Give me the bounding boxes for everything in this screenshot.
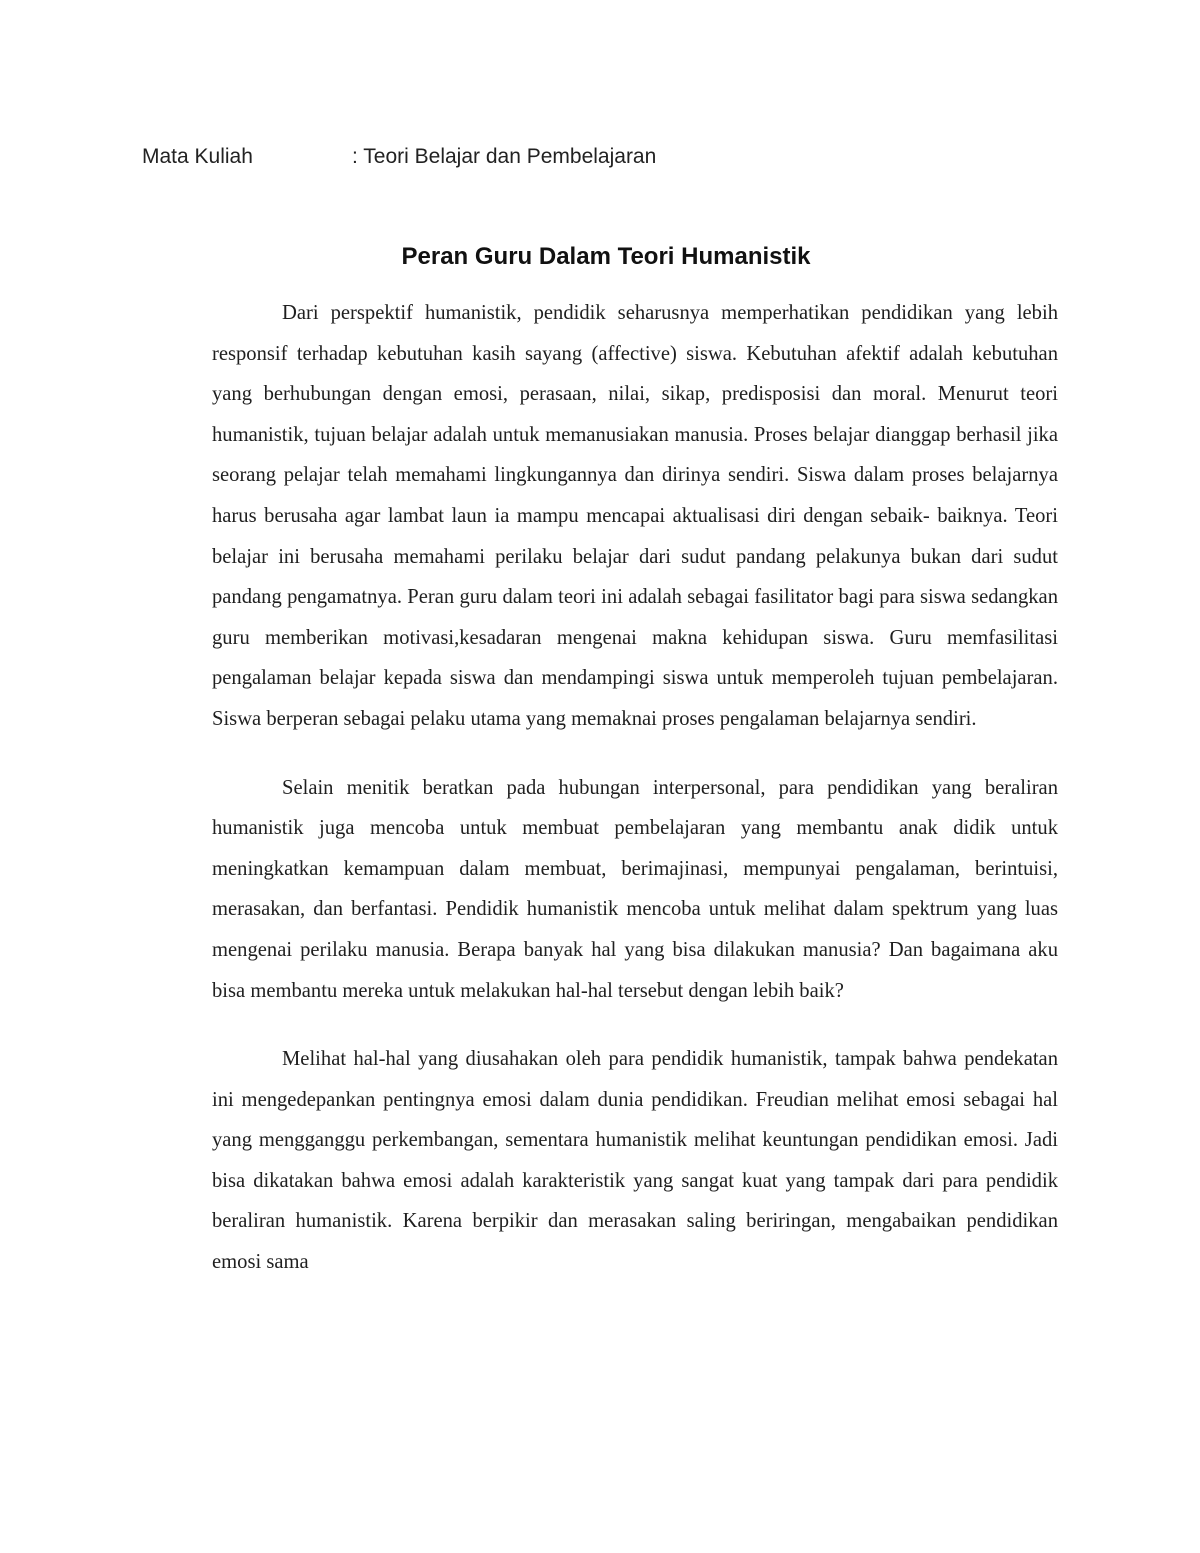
paragraph-2: Selain menitik beratkan pada hubungan interpersonal, para pendidikan yang beraliran humanistik juga mencoba untuk membuat pembelajaran yang membantu anak didik untuk meningkatkan kemampuan dalam membuat, berimajinasi, mempunyai pengalaman, berintuisi, merasakan, dan berfantasi. Pendidik humanistik mencoba untuk melihat dalam spektrum yang luas mengenai perilaku manusia. Berapa banyak hal yang bisa dilakukan manusia? Dan bagaimana aku bisa membantu mereka untuk melakukan hal-hal tersebut dengan lebih baik?: [212, 776, 1058, 1002]
paragraph-3: Melihat hal-hal yang diusahakan oleh para pendidik humanistik, tampak bahwa pendekatan ini mengedepankan pentingnya emosi dalam dunia pendidikan. Freudian melihat emosi sebagai hal yang mengganggu perkembangan, sementara humanistik melihat keuntungan pendidikan emosi. Jadi bisa dikatakan bahwa emosi adalah karakteristik yang sangat kuat yang tampak dari para pendidik beraliran humanistik. Karena berpikir dan merasakan saling beriringan, mengabaikan pendidikan emosi sama: [212, 1048, 1058, 1274]
document-title: Peran Guru Dalam Teori Humanistik: [401, 243, 811, 270]
course-label: Mata Kuliah: [142, 145, 253, 168]
document-body: [212, 293, 1058, 1311]
course-value: : Teori Belajar dan Pembelajaran: [352, 145, 657, 168]
paragraph-1: Dari perspektif humanistik, pendidik seharusnya memperhatikan pendidikan yang lebih responsif terhadap kebutuhan kasih sayang (affective) siswa. Kebutuhan afektif adalah kebutuhan yang berhubungan dengan emosi, perasaan, nilai, sikap, predisposisi dan moral. Menurut teori humanistik, tujuan belajar adalah untuk memanusiakan manusia. Proses belajar dianggap berhasil jika seorang pelajar telah memahami lingkungannya dan dirinya sendiri. Siswa dalam proses belajarnya harus berusaha agar lambat laun ia mampu mencapai aktualisasi diri dengan sebaik- baiknya. Teori belajar ini berusaha memahami perilaku belajar dari sudut pandang pelakunya bukan dari sudut pandang pengamatnya. Peran guru dalam teori ini adalah sebagai fasilitator bagi para siswa sedangkan guru memberikan motivasi,kesadaran mengenai makna kehidupan siswa. Guru memfasilitasi pengalaman belajar kepada siswa dan mendampingi siswa untuk memperoleh tujuan pembelajaran. Siswa berperan sebagai pelaku utama yang memaknai proses pengalaman belajarnya sendiri.: [212, 302, 1058, 730]
course-info-row: [142, 142, 656, 172]
